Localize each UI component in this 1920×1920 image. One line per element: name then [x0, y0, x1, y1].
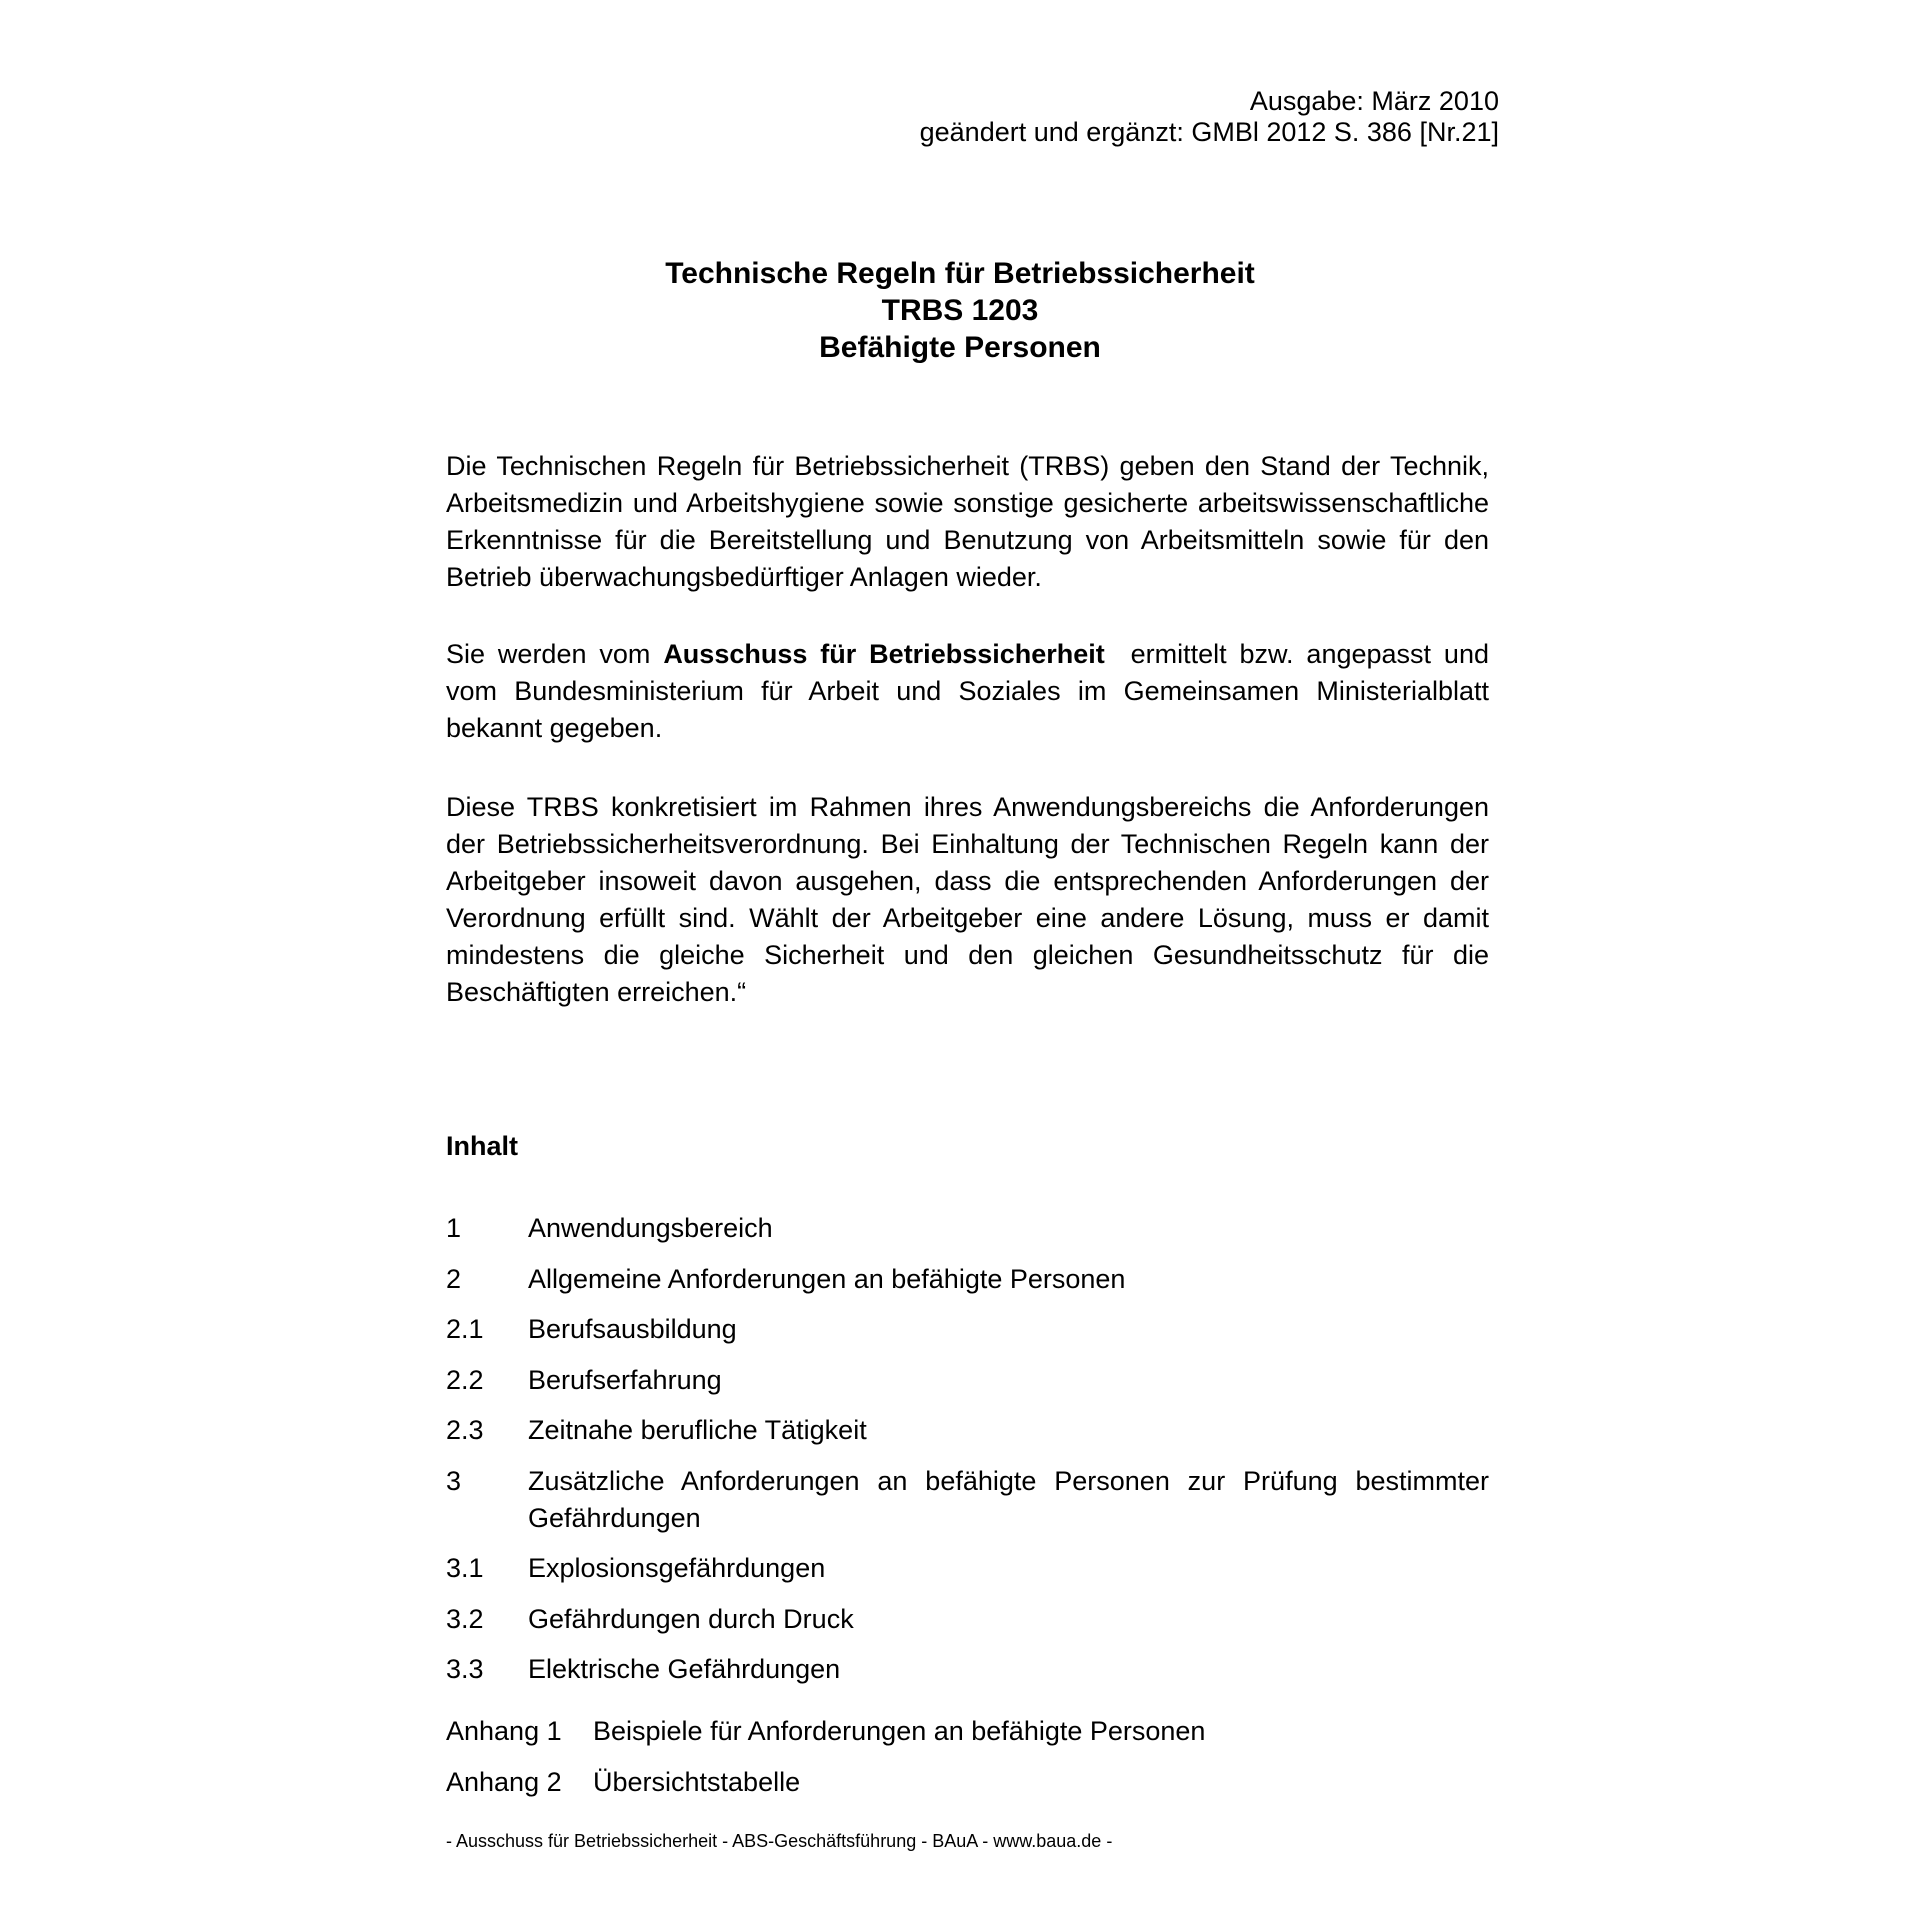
toc-item-label: Berufserfahrung [528, 1364, 722, 1395]
annex-item [446, 1764, 1489, 1801]
intro-paragraph-2-text [446, 636, 1497, 747]
toc-item [446, 1463, 1489, 1537]
toc-item-number: 3 [446, 1465, 462, 1496]
toc-item [446, 1261, 1489, 1298]
toc-item-number: 2.1 [446, 1314, 484, 1344]
table-of-contents [446, 1210, 1489, 1702]
intro-paragraph-2-post: ermittelt bzw. angepasst und vom Bundesministerium für Arbeit und Soziales im Gemeinsamen Ministerialblatt bekannt gegeben. [446, 639, 1497, 743]
toc-item-number: 2 [446, 1263, 462, 1294]
intro-paragraph-1-text: Die Technischen Regeln für Betriebssicherheit (TRBS) geben den Stand der Technik, Arbeitsmedizin und Arbeitshygiene sowie sonstige gesicherte arbeitswissenschaftliche Erkenntnisse für die Bereitstellung und Benutzung von Arbeitsmitteln sowie für den Betrieb überwachungsbedürftiger Anlagen wieder. [446, 451, 1489, 592]
amendment-note: geändert und ergänzt: GMBl 2012 S. 386 [Nr.21] [919, 117, 1499, 147]
committee-name: Ausschuss für Betriebssicherheit [663, 639, 1105, 669]
title-line-2: TRBS 1203 [881, 294, 1039, 327]
intro-paragraph-3 [446, 789, 1489, 1011]
toc-item-label: Gefährdungen durch Druck [528, 1603, 854, 1634]
issue-date: Ausgabe: März 2010 [1249, 86, 1499, 116]
issue-info [920, 86, 1499, 148]
toc-item-label: Berufsausbildung [528, 1314, 737, 1344]
toc-item-number: 3.3 [446, 1654, 484, 1684]
page-footer: - Ausschuss für Betriebssicherheit - ABS-Geschäftsführung - BAuA - www.baua.de - [446, 1831, 1113, 1851]
toc-item [446, 1210, 1489, 1247]
annex-list [446, 1713, 1489, 1814]
toc-item [446, 1651, 1489, 1688]
title-line-1: Technische Regeln für Betriebssicherheit [665, 257, 1255, 290]
toc-item [446, 1362, 1489, 1399]
annex-item-label: Übersichtstabelle [593, 1766, 801, 1797]
annex-item [446, 1713, 1489, 1750]
toc-item [446, 1550, 1489, 1587]
contents-heading: Inhalt [446, 1131, 518, 1161]
toc-item-number: 3.2 [446, 1603, 484, 1634]
intro-paragraph-2 [446, 636, 1497, 747]
toc-item [446, 1412, 1489, 1449]
annex-item-number: Anhang 2 [446, 1766, 562, 1797]
toc-item-label: Explosionsgefährdungen [528, 1553, 826, 1583]
toc-item-label: Anwendungsbereich [528, 1213, 773, 1243]
intro-paragraph-1 [446, 448, 1489, 596]
toc-item [446, 1311, 1489, 1348]
toc-item-number: 3.1 [446, 1553, 484, 1583]
annex-item-label: Beispiele für Anforderungen an befähigte Personen [593, 1716, 1206, 1746]
toc-item-number: 1 [446, 1213, 462, 1243]
intro-paragraph-2-pre: Sie werden vom [446, 639, 664, 669]
toc-item-label: Allgemeine Anforderungen an befähigte Personen [528, 1263, 1126, 1294]
toc-item-label: Zusätzliche Anforderungen an befähigte Personen zur Prüfung bestimmter Gefährdungen [528, 1465, 1489, 1533]
title-line-3: Befähigte Personen [819, 331, 1101, 364]
toc-item-label: Elektrische Gefährdungen [528, 1654, 841, 1684]
intro-paragraph-3-text: Diese TRBS konkretisiert im Rahmen ihres Anwendungsbereichs die Anforderungen der Betriebssicherheitsverordnung. Bei Einhaltung der Technischen Regeln kann der Arbeitgeber insoweit davon ausgehen, dass die entsprechenden Anforderungen der Verordnung erfüllt sind. Wählt der Arbeitgeber eine andere Lösung, muss er damit mindestens die gleiche Sicherheit und den gleichen Gesundheitsschutz für die Beschäftigten erreichen.“ [446, 792, 1489, 1007]
toc-item-number: 2.2 [446, 1364, 484, 1395]
toc-item-number: 2.3 [446, 1415, 484, 1445]
annex-item-number: Anhang 1 [446, 1716, 562, 1746]
document-title [0, 255, 1920, 366]
toc-item-label: Zeitnahe berufliche Tätigkeit [528, 1415, 867, 1445]
toc-item [446, 1601, 1489, 1638]
